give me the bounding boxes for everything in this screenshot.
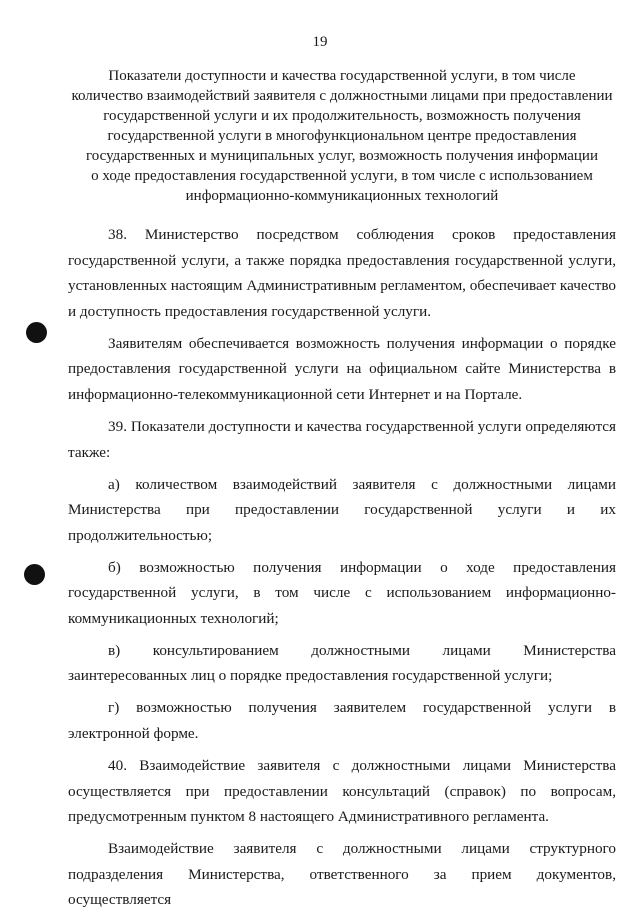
paragraph-line: б) возможностью получения информации о ходе предоставления bbox=[108, 558, 616, 576]
paragraph-line: подразделения Министерства, ответственного за прием документов, осуществляется bbox=[68, 865, 616, 909]
paragraph-line: заинтересованных лиц о порядке предоставления государственной услуги; bbox=[68, 667, 553, 685]
paragraph-line: 38. Министерство посредством соблюдения сроков предоставления bbox=[108, 226, 616, 243]
paragraph-line: установленных настоящим Административным регламентом, обеспечивает качество bbox=[68, 277, 616, 295]
paragraph bbox=[68, 836, 616, 913]
heading-line: Показатели доступности и качества государственной услуги, в том числе bbox=[108, 68, 576, 84]
paragraph-line: г) возможностью получения заявителем государственной услуги в bbox=[108, 699, 616, 717]
paragraph bbox=[68, 695, 616, 746]
punch-hole-mark bbox=[24, 564, 45, 585]
paragraph-line: 40. Взаимодействие заявителя с должностными лицами Министерства bbox=[108, 757, 616, 775]
paragraph-line: и доступность предоставления государственной услуги. bbox=[68, 302, 432, 320]
heading-line: государственной услуги в многофункциональном центре предоставления bbox=[107, 128, 577, 144]
paragraph-line: предоставления государственной услуги на официальном сайте Министерства в bbox=[68, 360, 616, 378]
paragraph-line: 39. Показатели доступности и качества государственной услуги определяются bbox=[108, 417, 616, 435]
paragraph-line: государственной услуги, в том числе с использованием информационно- bbox=[68, 584, 616, 602]
punch-hole-mark bbox=[26, 322, 47, 343]
heading-line: количество взаимодействий заявителя с должностными лицами при предоставлении bbox=[71, 88, 613, 104]
paragraph bbox=[68, 753, 616, 830]
paragraph-line: электронной форме. bbox=[68, 725, 199, 743]
paragraph bbox=[68, 414, 616, 465]
heading-line: информационно-коммуникационных технологий bbox=[185, 188, 499, 204]
paragraph-line: коммуникационных технологий; bbox=[68, 609, 279, 627]
paragraph-line: также: bbox=[68, 443, 111, 461]
paragraph bbox=[68, 222, 616, 324]
section-heading bbox=[66, 66, 618, 206]
paragraph bbox=[68, 638, 616, 689]
paragraph bbox=[68, 555, 616, 632]
paragraph-line: государственной услуги, а также порядка предоставления государственной услуги, bbox=[68, 251, 616, 269]
paragraph-line: Взаимодействие заявителя с должностными лицами структурного bbox=[108, 840, 616, 858]
paragraph-line: в) консультированием должностными лицами Министерства bbox=[108, 641, 616, 659]
paragraph-line: предусмотренным пунктом 8 настоящего Административного регламента. bbox=[68, 808, 549, 826]
heading-line: о ходе предоставления государственной услуги, в том числе с использованием bbox=[91, 168, 593, 184]
paragraph-line: Заявителям обеспечивается возможность получения информации о порядке bbox=[108, 334, 616, 352]
page-number: 19 bbox=[312, 34, 328, 50]
paragraph-line: а) количеством взаимодействий заявителя с должностными лицами bbox=[108, 475, 616, 493]
paragraph-line: Министерства при предоставлении государственной услуги и их bbox=[68, 501, 616, 519]
paragraph-line: продолжительностью; bbox=[68, 526, 213, 544]
heading-line: государственной услуги и их продолжительность, возможность получения bbox=[103, 108, 581, 124]
paragraph bbox=[68, 472, 616, 549]
paragraph bbox=[68, 331, 616, 408]
paragraph-line: информационно-телекоммуникационной сети Интернет и на Портале. bbox=[68, 385, 523, 403]
paragraph-line: осуществляется при предоставлении консультаций (справок) по вопросам, bbox=[68, 782, 616, 800]
heading-line: государственных и муниципальных услуг, возможность получения информации bbox=[86, 148, 598, 164]
document-body bbox=[68, 222, 616, 919]
